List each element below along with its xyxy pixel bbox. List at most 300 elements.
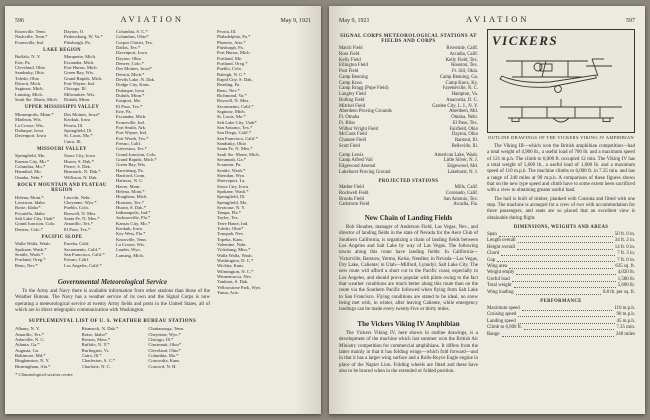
station-name: Spokane, Wash.* (15, 246, 47, 252)
station-name: Santa Fe, N. Mex.* (217, 146, 253, 152)
station-name: Port Huron, Mich. (64, 65, 98, 71)
station-name: Washington, D. C.* (217, 258, 254, 264)
dimension-value: 1,580 lb. (617, 276, 635, 282)
station-name: Concord, N. H. (148, 363, 177, 369)
field-location: El Paso, Tex. (452, 120, 478, 126)
station-name: Sandusky, Ohio (15, 70, 45, 76)
field-location: Camp Knox, Ky. (445, 80, 478, 86)
field-location: Anacostia, D. C. (446, 97, 478, 103)
station-name: Augusta, Ga. (15, 347, 40, 353)
station-name: Kansas City, Mo.* (15, 158, 50, 164)
region-missouri-valley (15, 147, 109, 180)
article-title: Governmental Meteorological Service (57, 277, 168, 286)
station-name: Devils Lake, N. Dak. (116, 76, 156, 82)
left-page-body (15, 29, 311, 377)
station-name: Walla Walla, Wash. (15, 241, 51, 247)
field-location: Arcadia, Calif. (449, 51, 478, 57)
station-name: Terre Haute, Ind. (217, 220, 249, 226)
dotted-leader (522, 310, 613, 311)
station-name: Yuma, Ariz. (217, 290, 240, 296)
station-name: Cairo, Ill. (64, 138, 82, 144)
station-name: Denver, Colo.* (15, 226, 44, 232)
station-name: Key West, Fla.* (116, 231, 146, 237)
station-name: Nashville, Tenn.* (15, 34, 48, 40)
station-name: Syracuse, N. Y. (217, 204, 246, 210)
field-name: Chanute Field (339, 138, 367, 143)
performance-value: 45 m.p.h. (616, 318, 635, 324)
station-name: Tampa, Fla.* (217, 210, 242, 216)
field-name: Carlstrom Field (339, 202, 370, 208)
station-name: Salt Lake City, Utah* (15, 215, 55, 221)
station-name: Topeka, Kans. (217, 236, 244, 242)
dimension-value: 50 ft. 0 in. (614, 231, 635, 237)
station-name: Lincoln, Nebr. (64, 194, 91, 200)
field-location: Garden City, L. I., N. Y. (432, 103, 478, 109)
region-title: MISSOURI VALLEY (37, 146, 87, 152)
region-title: ROCKY MOUNTAIN AND PLATEAU REGION (17, 183, 107, 194)
dimension-value: 7 ft. 3 in. (617, 251, 635, 257)
dotted-leader (512, 281, 616, 282)
station-name: Buffalo, N. Y. (15, 54, 41, 60)
station-name: Columbia, Mo.* (148, 353, 179, 358)
field-name: Rockwell Field (339, 190, 369, 196)
field-name: Ft. Omaha (339, 115, 360, 120)
station-name: Winnemucca, Nev. (217, 274, 252, 280)
station-name: Springfield, Mo. (15, 153, 46, 159)
station-name: Port Huron, Mich. (217, 50, 251, 56)
journal-title: AVIATION (465, 14, 530, 24)
field-name: March Field (339, 46, 363, 51)
regional-station-lists (15, 29, 109, 268)
station-name: Birmingham, Ala.* (15, 363, 51, 369)
field-location: Rantoul, Ill. (454, 138, 478, 143)
station-name: El Paso, Tex.* (64, 226, 91, 232)
right-right-column (487, 29, 635, 377)
issue-date-right: May 9, 1921 (339, 18, 370, 24)
station-name: Lewiston, Idaho (15, 199, 45, 205)
station-name: Springfield, Ill. (217, 194, 246, 200)
field-location: Dayton, Ohio (451, 132, 478, 138)
station-name: Escanaba, Mich. (116, 114, 147, 120)
dotted-leader (516, 294, 601, 295)
field-name: Wilbur Wright Field (339, 126, 378, 132)
field-name: Bolling Field (339, 97, 365, 103)
station-name: Sacramento, Calif.* (217, 103, 254, 109)
vickers-article-body-2: The Viking III—which won the British amphibian competition—had a total weight of 4,900 lb., a useful load of 700 lb. and a maximum speed of 121 m.p.h. The climb to 6,000 ft. occupied 12 min. The Viking IV has a total weight of 5,600 lb., a useful load of 1,000 lb. and a maximum speed of 110 m.p.h. The machine climbs to 6,000 ft. in 7.35 min. and has a range of 240 miles at 90 m.p.h. A comparison of these figures shows that on the new type speed and climb have to some extent been sacrificed with a view to obtaining greater useful load. (487, 144, 635, 194)
station-name: Davenport, Iowa (116, 50, 147, 56)
station-name: Portland, Me. (217, 55, 243, 61)
right-page-body (339, 29, 635, 377)
dimensions-table-title: DIMENSIONS, WEIGHTS AND AREAS (513, 225, 609, 231)
station-name: Fort Wayne, Ind. (64, 81, 95, 87)
station-name: Kansas City, Mo.* (116, 220, 151, 226)
station-name: Albany, N. Y. (15, 326, 40, 332)
page-number-left: 596 (15, 18, 24, 24)
station-name: Cleveland, Ohio* (148, 347, 181, 353)
region-title: PACIFIC SLOPE (41, 234, 83, 240)
station-name: Milwaukee, Wis. (64, 91, 96, 97)
dimension-label: Total weight (487, 283, 512, 289)
station-name: Grand Rapids, Mich. (64, 75, 103, 81)
station-name: Cheyenne, Wyo.* (148, 331, 182, 337)
station-name: Chicago, Ill. (64, 86, 87, 92)
station-name: Spokane, Wash.* (217, 188, 249, 194)
performance-label: Climb to 6,000 ft. (487, 325, 522, 331)
field-location: Kelly Field, Tex. (445, 57, 478, 63)
station-name: Salt Lake City, Utah* (217, 119, 257, 125)
station-name: Hartford, Conn. (116, 172, 146, 178)
page-597 (329, 6, 645, 414)
performance-label: Landing speed (487, 318, 516, 324)
dimension-value: 635 sq. ft. (615, 263, 635, 269)
station-name: Grand Junction, Colo. (15, 221, 56, 227)
field-location: Riverside, Calif. (446, 46, 478, 51)
dimension-label: Gap (487, 257, 496, 263)
signal-corps-station-table (339, 46, 478, 150)
station-name: Bismarck, N. Dak.* (64, 169, 101, 175)
station-name: Chicago, Ill.* (148, 337, 174, 343)
field-location: Camp Benning, Ga. (439, 74, 478, 80)
station-name: San Antonio, Tex.* (217, 124, 253, 130)
dotted-leader (502, 336, 614, 337)
station-name: Saginaw, Mich. (15, 86, 44, 92)
station-name: Eastport, Me. (116, 98, 141, 104)
station-row (339, 170, 478, 176)
station-list (15, 153, 60, 180)
performance-label: Maximum speed (487, 305, 520, 311)
station-name: Atlanta, Ga.* (15, 342, 40, 348)
station-name: Helena, Mont.* (116, 188, 145, 194)
station-row (339, 202, 478, 208)
station-list (15, 54, 60, 102)
station-name: Lansing, Mich. (116, 252, 144, 258)
station-name: Lander, Wyo. (116, 247, 141, 253)
station-name: Sault Ste. Marie, Mich. (217, 151, 260, 157)
station-name: Grand Junction, Colo. (116, 151, 157, 157)
station-name: Pueblo, Colo. (217, 66, 243, 72)
station-name: San Francisco, Calif.* (217, 135, 258, 141)
journal-title: AVIATION (120, 14, 184, 24)
vickers-logo: VICKERS (492, 33, 559, 48)
station-name: Phoenix, Ariz.* (217, 39, 246, 45)
station-list (64, 112, 109, 144)
station-name: Indianapolis, Ind.* (116, 210, 151, 216)
vickers-article-body-1: The Vickers Viking IV, here shown in outline drawings, is a development of the machine which last summer won the British Air Ministry competition for commercial amphibians. It differs from the latter mainly in that it has folding wings—which fold forward—and in that it has a larger wing surface and a Rolls-Royce Eagle engine in place of the Napier Lion. Folding wheels are fitted and these have also to be braced when in the extended or folded position. (339, 330, 478, 374)
performance-value: 240 miles (615, 331, 635, 337)
station-name: Santa Fe, N. Mex.* (64, 215, 100, 221)
station-name: Dallas, Tex.* (116, 44, 141, 50)
station-name: Escanaba, Mich. (64, 59, 95, 65)
station-list (15, 29, 60, 45)
station-name: Reno, Nev.* (15, 262, 38, 268)
station-name: Eureka, Calif. (64, 241, 90, 247)
station-name: Des Moines, Iowa* (64, 111, 100, 117)
station-name: Erie, Pa. (15, 59, 31, 65)
station-name: El Paso, Tex.* (116, 103, 143, 109)
station-name: Peoria, Ill. (64, 122, 84, 128)
station-name: Chattanooga, Tenn. (148, 326, 185, 332)
page-header-right (339, 14, 635, 24)
field-location: Fairfield, Ohio (449, 126, 478, 132)
field-name: Edgewood Arsenal (339, 164, 376, 169)
station-name: Pierre, S. Dak. (64, 164, 91, 170)
field-name: Brooks Field (339, 196, 364, 202)
field-location: Houston, Tex. (451, 63, 478, 69)
station-name: Boise, Idaho* (15, 205, 41, 211)
region-upper-mississippi (15, 105, 109, 143)
dotted-leader (509, 268, 613, 269)
page-header-left (15, 14, 311, 24)
alphabetical-station-list-2 (217, 29, 311, 377)
station-name: Shreveport, La. (217, 178, 246, 184)
station-name: Sioux City, Iowa (217, 183, 248, 189)
station-name: Pittsburgh, Pa. (217, 44, 244, 50)
station-name: Springfield, Ill. (64, 127, 93, 133)
station-name: Roswell, N. Mex. (217, 98, 250, 104)
station-name: Huron, S. Dak.* (116, 204, 146, 210)
dimension-label: Wing area (487, 263, 508, 269)
projected-stations-table (339, 185, 478, 208)
station-name: Binghamton, N. Y. (15, 358, 50, 364)
station-name: Portland, Oreg.* (217, 60, 248, 66)
signal-corps-additional-table (339, 153, 478, 176)
station-name: Cairo, Ill.* (81, 353, 102, 358)
station-name: Burlington, Vt. (81, 347, 110, 353)
performance-value: 110 m.p.h. (614, 305, 635, 311)
station-name: Raleigh, N. C.* (217, 71, 246, 77)
station-name: Keokuk, Iowa (116, 226, 143, 232)
station-name: Yankton, S. Dak. (217, 279, 249, 285)
station-name: Corpus Christi, Tex. (116, 39, 154, 45)
station-name: Grand Rapids, Mich.* (116, 156, 157, 162)
station-name: Minneapolis, Minn.* (15, 111, 54, 117)
performance-label: Cruising speed (487, 312, 517, 318)
dimension-label: Chord (487, 251, 500, 257)
station-list (64, 29, 109, 45)
region-title: LAKE REGION (43, 47, 81, 53)
performance-table-title: PERFORMANCE (540, 299, 582, 305)
page-number-right: 597 (625, 18, 635, 24)
station-name: Fort Worth, Tex.* (116, 135, 149, 141)
station-name: Springfield, Mo. (217, 199, 248, 205)
station-name: Charlotte, N. C. (81, 363, 111, 369)
station-name: Rapid City, S. Dak. (217, 76, 253, 82)
station-name: St. Louis, Mo.* (64, 133, 93, 139)
station-name: Pittsburgh, Pa. (64, 39, 91, 45)
article-body: To the Army and Navy there is available information from other stations than those of the Weather Bureau. The Navy has a weather service of its own and the Signal Corps is now operating a meteorological service at twenty Army fields and posts in the United States, all of which are in direct telegraphic communication with Washington. (15, 288, 210, 314)
dotted-leader (501, 255, 615, 256)
station-name: Taylor, Tex. (217, 215, 239, 221)
dotted-leader (518, 242, 613, 243)
field-name: Ross Field (339, 51, 360, 57)
field-name: Kelly Field (339, 57, 361, 63)
dimensions-table (487, 232, 635, 297)
dimension-label: Height overall (487, 244, 516, 250)
field-name: Ellington Field (339, 63, 368, 69)
right-left-column (339, 29, 478, 377)
station-name: Fort Wayne, Ind. (116, 130, 147, 136)
dimension-label: Weight empty (487, 270, 515, 276)
station-list (64, 153, 109, 180)
station-name: Dayton, O. (64, 29, 85, 34)
station-name: Tonopah, Nev. (217, 231, 244, 237)
station-list (148, 326, 210, 369)
dimension-value: 5,600 lb. (617, 283, 635, 289)
station-name: Erie, Pa. (116, 108, 132, 114)
performance-value: 7.35 min. (616, 325, 635, 331)
station-name: Hatteras, N. C. (116, 178, 144, 184)
landing-fields-article-title: New Chain of Landing Fields (364, 214, 453, 222)
station-name: Sault Ste. Marie, Mich. (15, 97, 58, 103)
station-name: Reading, Pa. (217, 82, 241, 88)
performance-row (487, 332, 635, 338)
station-name: Helena, Mont.* (15, 194, 44, 200)
field-name: Camp Lewis (339, 152, 364, 158)
station-name: Wichita, Kans. (217, 263, 245, 269)
dotted-leader (518, 323, 615, 324)
field-name: Camp Knox (339, 80, 363, 86)
station-name: Havre, Mont. (116, 183, 141, 189)
station-name: Des Moines, Iowa* (116, 66, 152, 72)
station-name: San Francisco, Calif.* (64, 252, 105, 257)
station-name: Columbia, Mo.* (15, 164, 46, 170)
station-name: Evansville, Ind. (15, 39, 44, 45)
station-name: Duluth, Minn.* (116, 92, 145, 98)
field-location: Lakehurst, N. J. (447, 169, 478, 175)
station-name: Duluth, Minn. (64, 97, 91, 103)
station-name: Reno, Nev.* (217, 87, 240, 93)
station-name: Knoxville, Tenn. (15, 29, 46, 34)
region-pacific-slope (15, 235, 109, 268)
region-rocky-mountain (15, 183, 109, 232)
station-name: Columbus, Ohio* (116, 34, 149, 40)
station-name: Knoxville, Tenn. (116, 236, 147, 242)
region-lake (15, 48, 109, 102)
vickers-article-title: The Vickers Viking IV Amphibian (357, 319, 460, 328)
station-name: Keokuk, Iowa (64, 117, 91, 123)
dimension-value: 8.8 lb. per sq. ft. (602, 289, 635, 295)
station-name: Dubuque, Iowa (116, 87, 145, 93)
station-list (64, 54, 109, 102)
station-row (339, 144, 478, 150)
station-name: Dubuque, Iowa (15, 127, 44, 133)
field-location: Coronado, Calif. (445, 190, 478, 196)
field-name: Camp Benning (339, 74, 368, 80)
station-name: Sioux City, Iowa (64, 153, 95, 159)
station-list (64, 241, 109, 268)
field-name: Mitchel Field (339, 103, 365, 109)
field-location: Mills, Calif. (454, 185, 478, 190)
station-name: Savannah, Ga.* (217, 156, 246, 162)
station-name: Pocatello, Idaho (15, 210, 45, 216)
station-name: Denver, Colo.* (116, 60, 145, 66)
station-name: Walla Walla, Wash. (217, 252, 253, 258)
dimension-value: 14 ft. 0 in. (614, 244, 635, 250)
station-name: Jacksonville, Fla.* (116, 215, 151, 221)
field-location: Arcadia, Fla. (453, 202, 478, 208)
station-name: Dayton, Ohio (116, 55, 142, 61)
footnote: * Climatological section center. (15, 371, 74, 377)
station-name: Buffalo, N. Y.* (81, 342, 110, 348)
station-name: Saginaw, Mich. (217, 108, 246, 114)
station-name: Green Bay, Wis. (116, 162, 147, 168)
station-name: Huron, S. Dak.* (64, 158, 94, 164)
station-list (64, 195, 109, 232)
station-name: Wilmington, N. C.* (217, 268, 254, 274)
station-name: Cleveland, Ohio (15, 65, 46, 71)
station-name: Roswell, N. Mex. (64, 210, 97, 216)
station-name: Richmond, Va.* (217, 92, 247, 98)
field-name: Langley Field (339, 92, 366, 97)
station-name: Parkersburg, W. Va.* (64, 34, 103, 40)
station-name: Scranton, Pa. (217, 162, 242, 168)
station-name: Hannibal, Mo. (15, 169, 42, 175)
station-name: Toledo, Ohio* (217, 226, 244, 232)
field-name: Aberdeen Proving Grounds (339, 109, 392, 115)
station-name: Fort Smith, Ark. (116, 124, 147, 130)
station-name: Davenport, Iowa (15, 133, 46, 139)
performance-label: Range (487, 331, 500, 337)
station-name: Valentine, Nebr. (217, 242, 247, 248)
station-name: Yellowstone Park, Wyo. (217, 284, 262, 290)
station-name: Fresno, Calif. (64, 257, 90, 263)
field-location: Ft. Sill, Okla. (452, 69, 478, 74)
station-name: Sheridan, Wyo. (217, 172, 246, 178)
station-name: Cincinnati, Ohio* (148, 342, 182, 348)
dimension-label: Useful load (487, 276, 510, 282)
station-name: Peoria, Ill. (217, 29, 237, 34)
dotted-leader (524, 329, 614, 330)
field-name: Camp Alfred Vail (339, 158, 373, 164)
dimension-label: Length overall (487, 238, 516, 244)
station-name: La Crosse, Wis. (15, 122, 45, 128)
field-location: Aberdeen, Md. (449, 109, 478, 115)
station-list (15, 241, 60, 268)
supplemental-list-title: SUPPLEMENTAL LIST OF U. S. WEATHER BUREAU STATIONS (28, 319, 197, 325)
station-name: Houston, Tex.* (116, 199, 145, 205)
station-name: Detroit, Mich. (15, 81, 42, 87)
dotted-leader (514, 287, 616, 288)
dimension-label: Span (487, 231, 497, 237)
dimension-label: Wing loading (487, 289, 514, 295)
station-name: Houghton, Mich. (116, 194, 148, 200)
field-location: Hampton, Va. (451, 92, 478, 97)
projected-stations-title: PROJECTED STATIONS (378, 178, 439, 184)
station-list (15, 112, 60, 144)
station-name: Columbia, S. C.* (116, 29, 148, 34)
field-name: Ft. Bliss (339, 120, 355, 126)
station-name: Detroit, Mich.* (116, 71, 145, 77)
station-name: Baltimore, Md.* (15, 353, 46, 358)
region-title: UPPER MISSISSIPPI VALLEY (24, 105, 100, 111)
dotted-leader (518, 316, 614, 317)
field-name: Post Field (339, 69, 359, 74)
station-name: Omaha, Nebr.* (15, 174, 43, 180)
station-name: Portland, Oreg.* (15, 257, 46, 263)
dotted-leader (497, 261, 615, 262)
field-name: Lakehurst Proving Ground (339, 169, 391, 175)
dimension-row (487, 290, 635, 296)
field-name: Scott Field (339, 143, 360, 149)
station-name: Green Bay, Wis. (64, 70, 95, 76)
station-name: Sandusky, Ohio (217, 140, 247, 146)
station-name: Sacramento, Calif.* (64, 246, 101, 252)
station-name: La Crosse, Wis. (116, 242, 146, 248)
dimension-value: 7 ft. 0 in. (617, 257, 635, 263)
station-name: Amarillo, Tex.* (64, 221, 94, 227)
page-596 (5, 6, 321, 414)
field-location: Belleville, Ill. (451, 143, 478, 149)
